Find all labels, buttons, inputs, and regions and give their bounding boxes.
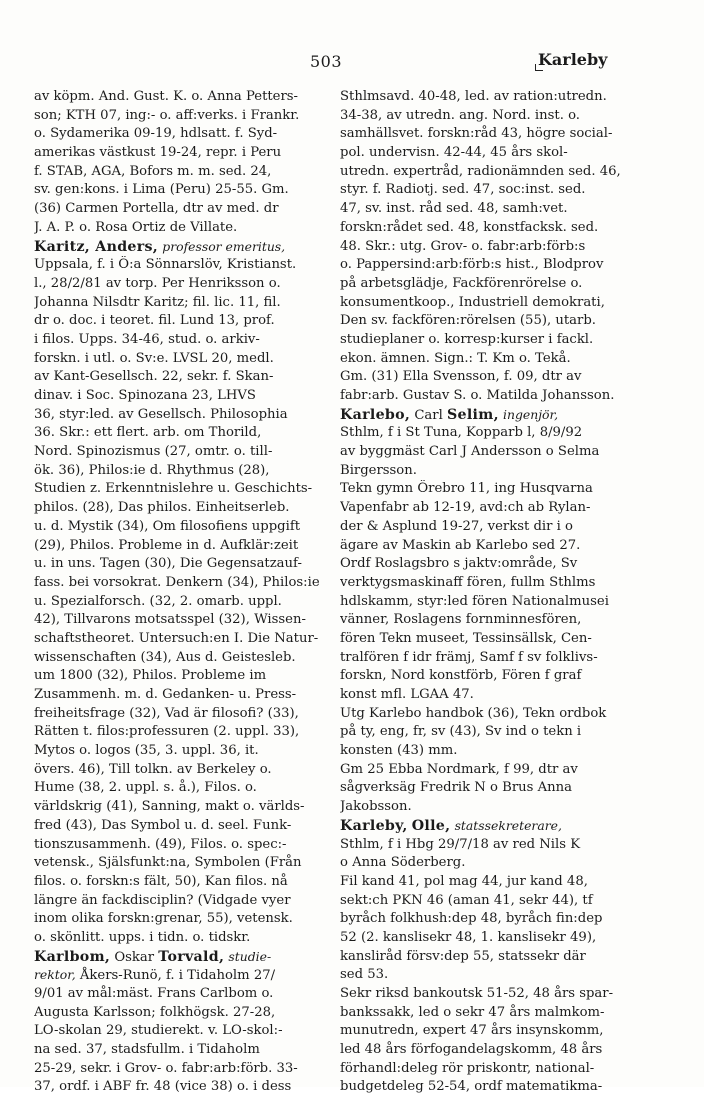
- entry-title: ingenjör,: [503, 406, 559, 422]
- entry-text: 48. Skr.: utg. Grov- o. fabr:arb:förb:s: [340, 238, 586, 254]
- text-line: [340, 873, 640, 892]
- entry-text: sed 53.: [340, 967, 389, 983]
- text-line: [340, 630, 640, 649]
- entry-text: ök. 36), Philos:ie d. Rhythmus (28),: [34, 462, 270, 478]
- text-line: [34, 630, 334, 649]
- text-line: [340, 705, 640, 724]
- entry-text: Birgersson.: [340, 462, 417, 478]
- entry-text: Vapenfabr ab 12-19, avd:ch ab Rylan-: [340, 500, 591, 516]
- entry-text: forskn, Nord konstförb, Fören f graf: [340, 668, 582, 684]
- text-line: [340, 1041, 640, 1060]
- entry-text: o. skönlitt. upps. i tidn. o. tidskr.: [34, 929, 251, 945]
- entry-name: Olle,: [411, 817, 451, 834]
- text-line: [34, 1078, 334, 1097]
- entry-text: pol. undervisn. 42-44, 45 års skol-: [340, 145, 568, 161]
- text-line: [340, 948, 640, 967]
- page-header: [0, 50, 704, 76]
- entry-text: (29), Philos. Probleme in d. Aufklär:zeit: [34, 537, 299, 553]
- entry-text: sågverksäg Fredrik N o Brus Anna: [340, 780, 572, 796]
- entry-text: Carl: [410, 407, 447, 423]
- entry-text: Gm. (31) Ella Svensson, f. 09, dtr av: [340, 369, 582, 385]
- entry-text: fören Tekn museet, Tessinsällsk, Cen-: [340, 630, 592, 646]
- entry-text: son; KTH 07, ing:- o. aff:verks. i Frankr.: [34, 107, 300, 123]
- text-line: [340, 294, 640, 313]
- text-line: [34, 705, 334, 724]
- entry-text: Nord. Spinozismus (27, omtr. o. till-: [34, 444, 273, 460]
- text-line: [340, 667, 640, 686]
- text-line: [34, 499, 334, 518]
- text-line: [340, 1022, 640, 1041]
- entry-text: tionszusammenh. (49), Filos. o. spec:-: [34, 836, 287, 852]
- entry-text: filos. o. forskn:s fält, 50), Kan filos. nå: [34, 873, 288, 889]
- text-line: [340, 480, 640, 499]
- entry-text: 37, ordf. i ABF fr. 48 (vice 38) o. i dess: [34, 1079, 292, 1095]
- entry-text: u. Spezialforsch. (32, 2. omarb. uppl.: [34, 593, 282, 609]
- entry-name: Karlebo,: [340, 406, 411, 423]
- entry-text: på ty, eng, fr, sv (43), Sv ind o tekn i: [340, 724, 582, 740]
- text-line: [340, 798, 640, 817]
- text-line: [34, 593, 334, 612]
- text-line: [340, 443, 640, 462]
- text-line: [34, 275, 334, 294]
- text-line: [340, 238, 640, 257]
- text-line: [340, 312, 640, 331]
- text-line: [340, 499, 640, 518]
- entry-text: i filos. Upps. 34-46, stud. o. arkiv-: [34, 331, 260, 347]
- text-line: [34, 836, 334, 855]
- entry-text: världskrig (41), Sanning, makt o. världs-: [34, 799, 305, 815]
- entry-text: utredn. expertråd, radionämnden sed. 46,: [340, 163, 621, 179]
- text-line: [34, 331, 334, 350]
- text-line: [340, 144, 640, 163]
- text-line: [34, 910, 334, 929]
- entry-text: wissenschaften (34), Aus d. Geistesleb.: [34, 649, 296, 665]
- entry-text: 9/01 av mål:mäst. Frans Carlbom o.: [34, 986, 274, 1001]
- entry-text: (36) Carmen Portella, dtr av med. dr: [34, 201, 279, 217]
- entry-text: munutredn, expert 47 års insynskomm,: [340, 1023, 604, 1039]
- entry-text: övers. 46), Till tolkn. av Berkeley o.: [34, 761, 272, 777]
- entry-text: freiheitsfrage (32), Vad är filosofi? (33),: [34, 705, 299, 721]
- text-line: [34, 144, 334, 163]
- text-line: [34, 125, 334, 144]
- entry-text: budgetdeleg 52-54, ordf matematikma-: [340, 1079, 603, 1095]
- entry-text: tralfören f idr främj, Samf f sv folklivs-: [340, 649, 598, 665]
- text-line: [34, 480, 334, 499]
- entry-text: 36, styr:led. av Gesellsch. Philosophia: [34, 406, 288, 422]
- text-line: [34, 88, 334, 107]
- entry-title: statssekreterare,: [454, 817, 562, 833]
- text-line: [340, 462, 640, 481]
- entry-text: Sekr riksd bankoutsk 51-52, 48 års spar-: [340, 986, 614, 1001]
- text-line: [340, 854, 640, 873]
- entry-text: 42), Tillvarons motsatsspel (32), Wissen-: [34, 612, 306, 628]
- entry-text: l., 28/2/81 av torp. Per Henriksson o.: [34, 275, 281, 291]
- entry-text: Jakobsson.: [340, 799, 412, 815]
- text-line: [340, 593, 640, 612]
- text-line: [34, 948, 334, 967]
- entry-text: amerikas västkust 19-24, repr. i Peru: [34, 145, 282, 161]
- entry-text: ekon. ämnen. Sign.: T. Km o. Tekå.: [340, 350, 571, 366]
- text-line: [340, 537, 640, 556]
- entry-text: Den sv. fackfören:rörelsen (55), utarb.: [340, 313, 596, 329]
- text-line: [34, 181, 334, 200]
- text-line: [34, 350, 334, 369]
- entry-text: konsten (43) mm.: [340, 743, 458, 759]
- entry-text: na sed. 37, stadsfullm. i Tidaholm: [34, 1042, 260, 1058]
- text-line: [34, 238, 334, 257]
- entry-name: Karlbom,: [34, 948, 111, 965]
- text-line: [34, 518, 334, 537]
- text-line: [340, 892, 640, 911]
- entry-text: bankssakk, led o sekr 47 års malmkom-: [340, 1004, 605, 1020]
- entry-text: Åkers-Runö, f. i Tidaholm 27/: [75, 968, 276, 984]
- text-line: [340, 518, 640, 537]
- entry-text: Ordf Roslagsbro s jaktv:område, Sv: [340, 556, 578, 572]
- text-line: [34, 443, 334, 462]
- entry-text: 52 (2. kanslisekr 48, 1. kanslisekr 49),: [340, 929, 597, 945]
- entry-text: samhällsvet. forskn:råd 43, högre social-: [340, 126, 613, 142]
- text-line: [34, 966, 334, 985]
- entry-text: o Anna Söderberg.: [340, 855, 466, 871]
- entry-text: hdlskamm, styr:led fören Nationalmusei: [340, 593, 609, 609]
- text-line: [34, 1060, 334, 1079]
- text-line: [34, 611, 334, 630]
- entry-text: u. in uns. Tagen (30), Die Gegensatzauf-: [34, 556, 302, 572]
- text-line: [34, 686, 334, 705]
- text-line: [340, 107, 640, 126]
- entry-text: Oskar: [110, 949, 159, 965]
- entry-text: Uppsala, f. i Ö:a Sönnarslöv, Kristianst.: [34, 257, 297, 273]
- entry-text: konst mfl. LGAA 47.: [340, 687, 474, 702]
- text-line: [34, 555, 334, 574]
- entry-text: dinav. i Soc. Spinozana 23, LHVS: [34, 388, 256, 403]
- text-line: [340, 406, 640, 425]
- entry-text: Gm 25 Ebba Nordmark, f 99, dtr av: [340, 761, 578, 777]
- text-line: [34, 1041, 334, 1060]
- text-line: [34, 406, 334, 425]
- entry-text: Sthlm, f i Hbg 29/7/18 av red Nils K: [340, 836, 581, 852]
- entry-text: J. A. P. o. Rosa Ortiz de Villate.: [34, 219, 238, 235]
- text-line: [34, 798, 334, 817]
- text-line: [34, 219, 334, 238]
- entry-text: konsumentkoop., Industriell demokrati,: [340, 294, 605, 310]
- text-line: [340, 742, 640, 761]
- entry-text: der & Asplund 19-27, verkst dir i o: [340, 518, 573, 534]
- text-line: [340, 966, 640, 985]
- entry-title: professor emeritus,: [162, 238, 286, 254]
- text-line: [34, 256, 334, 275]
- text-line: [340, 125, 640, 144]
- entry-text: philos. (28), Das philos. Einheitserleb.: [34, 500, 290, 516]
- right-column: [340, 88, 640, 1097]
- text-line: [340, 163, 640, 182]
- entry-text: studieplaner o. korresp:kurser i fackl.: [340, 331, 594, 347]
- entry-text: längre än fackdisciplin? (Vidgade vyer: [34, 892, 291, 908]
- text-line: [340, 649, 640, 668]
- text-line: [34, 649, 334, 668]
- entry-text: Utg Karlebo handbok (36), Tekn ordbok: [340, 705, 607, 721]
- text-line: [340, 611, 640, 630]
- entry-text: förhandl:deleg rör priskontr, national-: [340, 1060, 595, 1076]
- text-line: [340, 88, 640, 107]
- entry-text: inom olika forskn:grenar, 55), vetensk.: [34, 911, 293, 927]
- entry-text: u. d. Mystik (34), Om filosofiens uppgift: [34, 518, 301, 534]
- text-line: [34, 929, 334, 948]
- entry-text: vänner, Roslagens fornminnesfören,: [340, 612, 582, 628]
- text-line: [34, 1004, 334, 1023]
- text-line: [340, 181, 640, 200]
- text-line: [34, 424, 334, 443]
- text-line: [34, 107, 334, 126]
- entry-text: 34-38, av utredn. ang. Nord. inst. o.: [340, 107, 580, 123]
- entry-text: på arbetsglädje, Fackförenrörelse o.: [340, 275, 583, 291]
- text-line: [340, 817, 640, 836]
- entry-text: styr. f. Radiotj. sed. 47, soc:inst. sed.: [340, 182, 586, 198]
- text-line: [340, 368, 640, 387]
- entry-text: Studien z. Erkenntnislehre u. Geschichts-: [34, 481, 313, 497]
- entry-text: Zusammenh. m. d. Gedanken- u. Press-: [34, 687, 297, 702]
- entry-text: Tekn gymn Örebro 11, ing Husqvarna: [340, 481, 593, 497]
- text-line: [340, 200, 640, 219]
- text-line: [34, 667, 334, 686]
- text-line: [340, 256, 640, 275]
- text-line: [340, 929, 640, 948]
- text-line: [34, 163, 334, 182]
- entry-title: rektor,: [34, 967, 76, 983]
- entry-name: Selim,: [447, 406, 499, 423]
- text-line: [340, 555, 640, 574]
- entry-text: ägare av Maskin ab Karlebo sed 27.: [340, 537, 581, 553]
- text-line: [34, 368, 334, 387]
- entry-text: f. STAB, AGA, Bofors m. m. sed. 24,: [34, 163, 272, 179]
- page-number: 503: [310, 52, 343, 71]
- entry-text: vetensk., Själsfunkt:na, Symbolen (Från: [34, 855, 302, 871]
- entry-text: o. Sydamerika 09-19, hdlsatt. f. Syd-: [34, 126, 278, 142]
- entry-text: Rätten t. filos:professuren (2. uppl. 33),: [34, 724, 300, 740]
- text-line: [340, 836, 640, 855]
- entry-text: verktygsmaskinaff fören, fullm Sthlms: [340, 574, 596, 590]
- entry-name: Torvald,: [158, 948, 225, 965]
- text-line: [34, 742, 334, 761]
- entry-name: Karleby,: [340, 817, 408, 834]
- text-line: [340, 424, 640, 443]
- text-line: [340, 723, 640, 742]
- entry-text: fass. bei vorsokrat. Denkern (34), Philos:ie: [34, 574, 320, 590]
- entry-text: sekt:ch PKN 46 (aman 41, sekr 44), tf: [340, 892, 593, 908]
- entry-text: Johanna Nilsdtr Karitz; fil. lic. 11, fil.: [34, 294, 281, 310]
- entry-text: sv. gen:kons. i Lima (Peru) 25-55. Gm.: [34, 182, 289, 198]
- entry-text: Fil kand 41, pol mag 44, jur kand 48,: [340, 873, 588, 889]
- text-line: [34, 854, 334, 873]
- entry-text: kanslіråd försv:dep 55, statssekr där: [340, 948, 586, 964]
- text-line: [34, 1022, 334, 1041]
- entry-text: Mytos o. logos (35, 3. uppl. 36, it.: [34, 743, 259, 759]
- text-line: [34, 312, 334, 331]
- entry-text: forskn. i utl. o. Sv:e. LVSL 20, medl.: [34, 350, 274, 366]
- text-line: [340, 387, 640, 406]
- text-line: [340, 761, 640, 780]
- text-line: [34, 873, 334, 892]
- text-line: [340, 1060, 640, 1079]
- entry-text: led 48 års förfogandelagskomm, 48 års: [340, 1042, 603, 1058]
- entry-text: um 1800 (32), Philos. Probleme im: [34, 668, 267, 684]
- text-line: [340, 1078, 640, 1097]
- text-line: [340, 331, 640, 350]
- text-line: [34, 462, 334, 481]
- entry-text: Augusta Karlsson; folkhögsk. 27-28,: [34, 1004, 276, 1020]
- text-line: [34, 779, 334, 798]
- text-line: [340, 574, 640, 593]
- entry-text: av Kant-Gesellsch. 22, sekr. f. Skan-: [34, 369, 274, 385]
- text-line: [34, 537, 334, 556]
- text-line: [34, 574, 334, 593]
- text-line: [340, 779, 640, 798]
- entry-text: schaftstheoret. Untersuch:en I. Die Natur-: [34, 630, 319, 646]
- entry-text: byråch folkhush:dep 48, byråch fin:dep: [340, 911, 603, 927]
- entry-text: LO-skolan 29, studierekt. v. LO-skol:-: [34, 1023, 283, 1039]
- entry-text: Hume (38, 2. uppl. s. å.), Filos. o.: [34, 780, 257, 796]
- entry-text: 47, sv. inst. råd sed. 48, samh:vet.: [340, 201, 568, 217]
- entry-text: 25-29, sekr. i Grov- o. fabr:arb:förb. 33-: [34, 1060, 298, 1076]
- text-line: [34, 761, 334, 780]
- entry-text: Sthlmsavd. 40-48, led. av ration:utredn.: [340, 89, 607, 104]
- entry-text: Sthlm, f i St Tuna, Kopparb l, 8/9/92: [340, 425, 583, 441]
- left-column: [34, 88, 334, 1097]
- text-line: [34, 200, 334, 219]
- text-line: [340, 219, 640, 238]
- text-line: [34, 985, 334, 1004]
- text-line: [340, 350, 640, 369]
- text-line: [340, 686, 640, 705]
- text-line: [34, 817, 334, 836]
- text-line: [340, 275, 640, 294]
- entry-title: studie-: [228, 948, 272, 964]
- text-line: [34, 294, 334, 313]
- entry-text: forskn:rådet sed. 48, konstfacksk. sed.: [340, 219, 599, 235]
- entry-text: fabr:arb. Gustav S. o. Matilda Johansson.: [340, 388, 615, 403]
- entry-text: dr o. doc. i teoret. fil. Lund 13, prof.: [34, 313, 275, 329]
- entry-text: av byggmäst Carl J Andersson o Selma: [340, 444, 600, 460]
- entry-text: o. Pappersind:arb:förb:s hist., Blodprov: [340, 257, 604, 273]
- entry-text: 36. Skr.: ett flert. arb. om Thorild,: [34, 425, 262, 441]
- text-line: [34, 892, 334, 911]
- running-head: Karleby: [538, 50, 608, 69]
- entry-name: Karitz, Anders,: [34, 238, 159, 255]
- entry-text: av köpm. And. Gust. K. o. Anna Petters-: [34, 89, 298, 104]
- entry-text: fred (43), Das Symbol u. d. seel. Funk-: [34, 817, 292, 833]
- text-line: [340, 1004, 640, 1023]
- text-line: [34, 387, 334, 406]
- text-line: [34, 723, 334, 742]
- text-line: [340, 985, 640, 1004]
- text-line: [340, 910, 640, 929]
